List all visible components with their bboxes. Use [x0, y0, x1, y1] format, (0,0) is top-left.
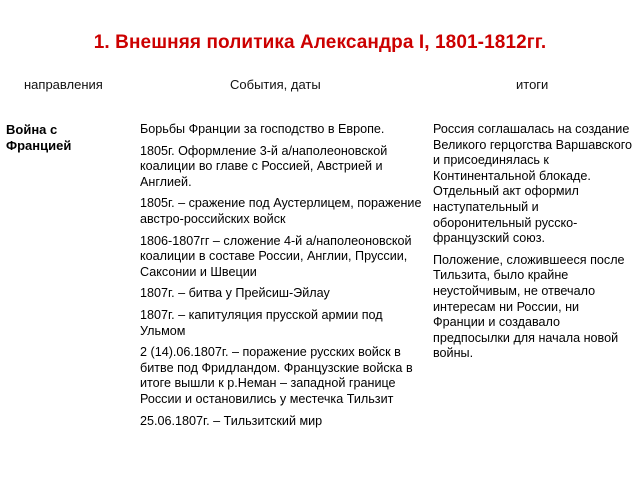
events-column — [140, 122, 422, 435]
column-header-events: События, даты — [230, 77, 321, 92]
results-column — [433, 122, 633, 368]
event-item: Борьбы Франции за господство в Европе. — [140, 122, 385, 136]
direction-cell: Война с Францией — [6, 122, 72, 153]
event-item: 1806-1807гг – сложение 4-й а/наполеоновской коалиции в составе России, Англии, Пруссии, Саксонии и Швеции — [140, 233, 412, 279]
event-item: 2 (14).06.1807г. – поражение русских войск в битве под Фридландом. Французские войска в итоге вышли к р.Неман – западной границе России и остановились у местечка Тильзит — [140, 345, 413, 406]
event-item: 1807г. – капитуляция прусской армии под Ульмом — [140, 307, 383, 338]
event-item: 1805г. Оформление 3-й а/наполеоновской коалиции во главе с Россией, Австрией и Англией. — [140, 143, 388, 189]
event-item: 25.06.1807г. – Тильзитский мир — [140, 413, 323, 428]
result-paragraph: Россия соглашалась на создание Великого герцогства Варшавского и присоединялась к Континентальной блокаде. Отдельный акт оформил наступательный и оборонительный русско-французский союз. — [433, 122, 633, 246]
event-item: 1807г. – битва у Прейсиш-Эйлау — [140, 286, 330, 301]
event-item: 1805г. – сражение под Аустерлицем, поражение австро-российских войск — [140, 196, 422, 226]
page-title: 1. Внешняя политика Александра I, 1801-1812гг. — [93, 32, 547, 53]
column-header-directions: направления — [24, 77, 103, 92]
result-paragraph: Положение, сложившееся после Тильзита, было крайне неустойчивым, не отвечало интересам ни России, ни Франции и создавало предпосылки для начала новой войны. — [433, 252, 625, 361]
column-header-results: итоги — [516, 77, 549, 92]
